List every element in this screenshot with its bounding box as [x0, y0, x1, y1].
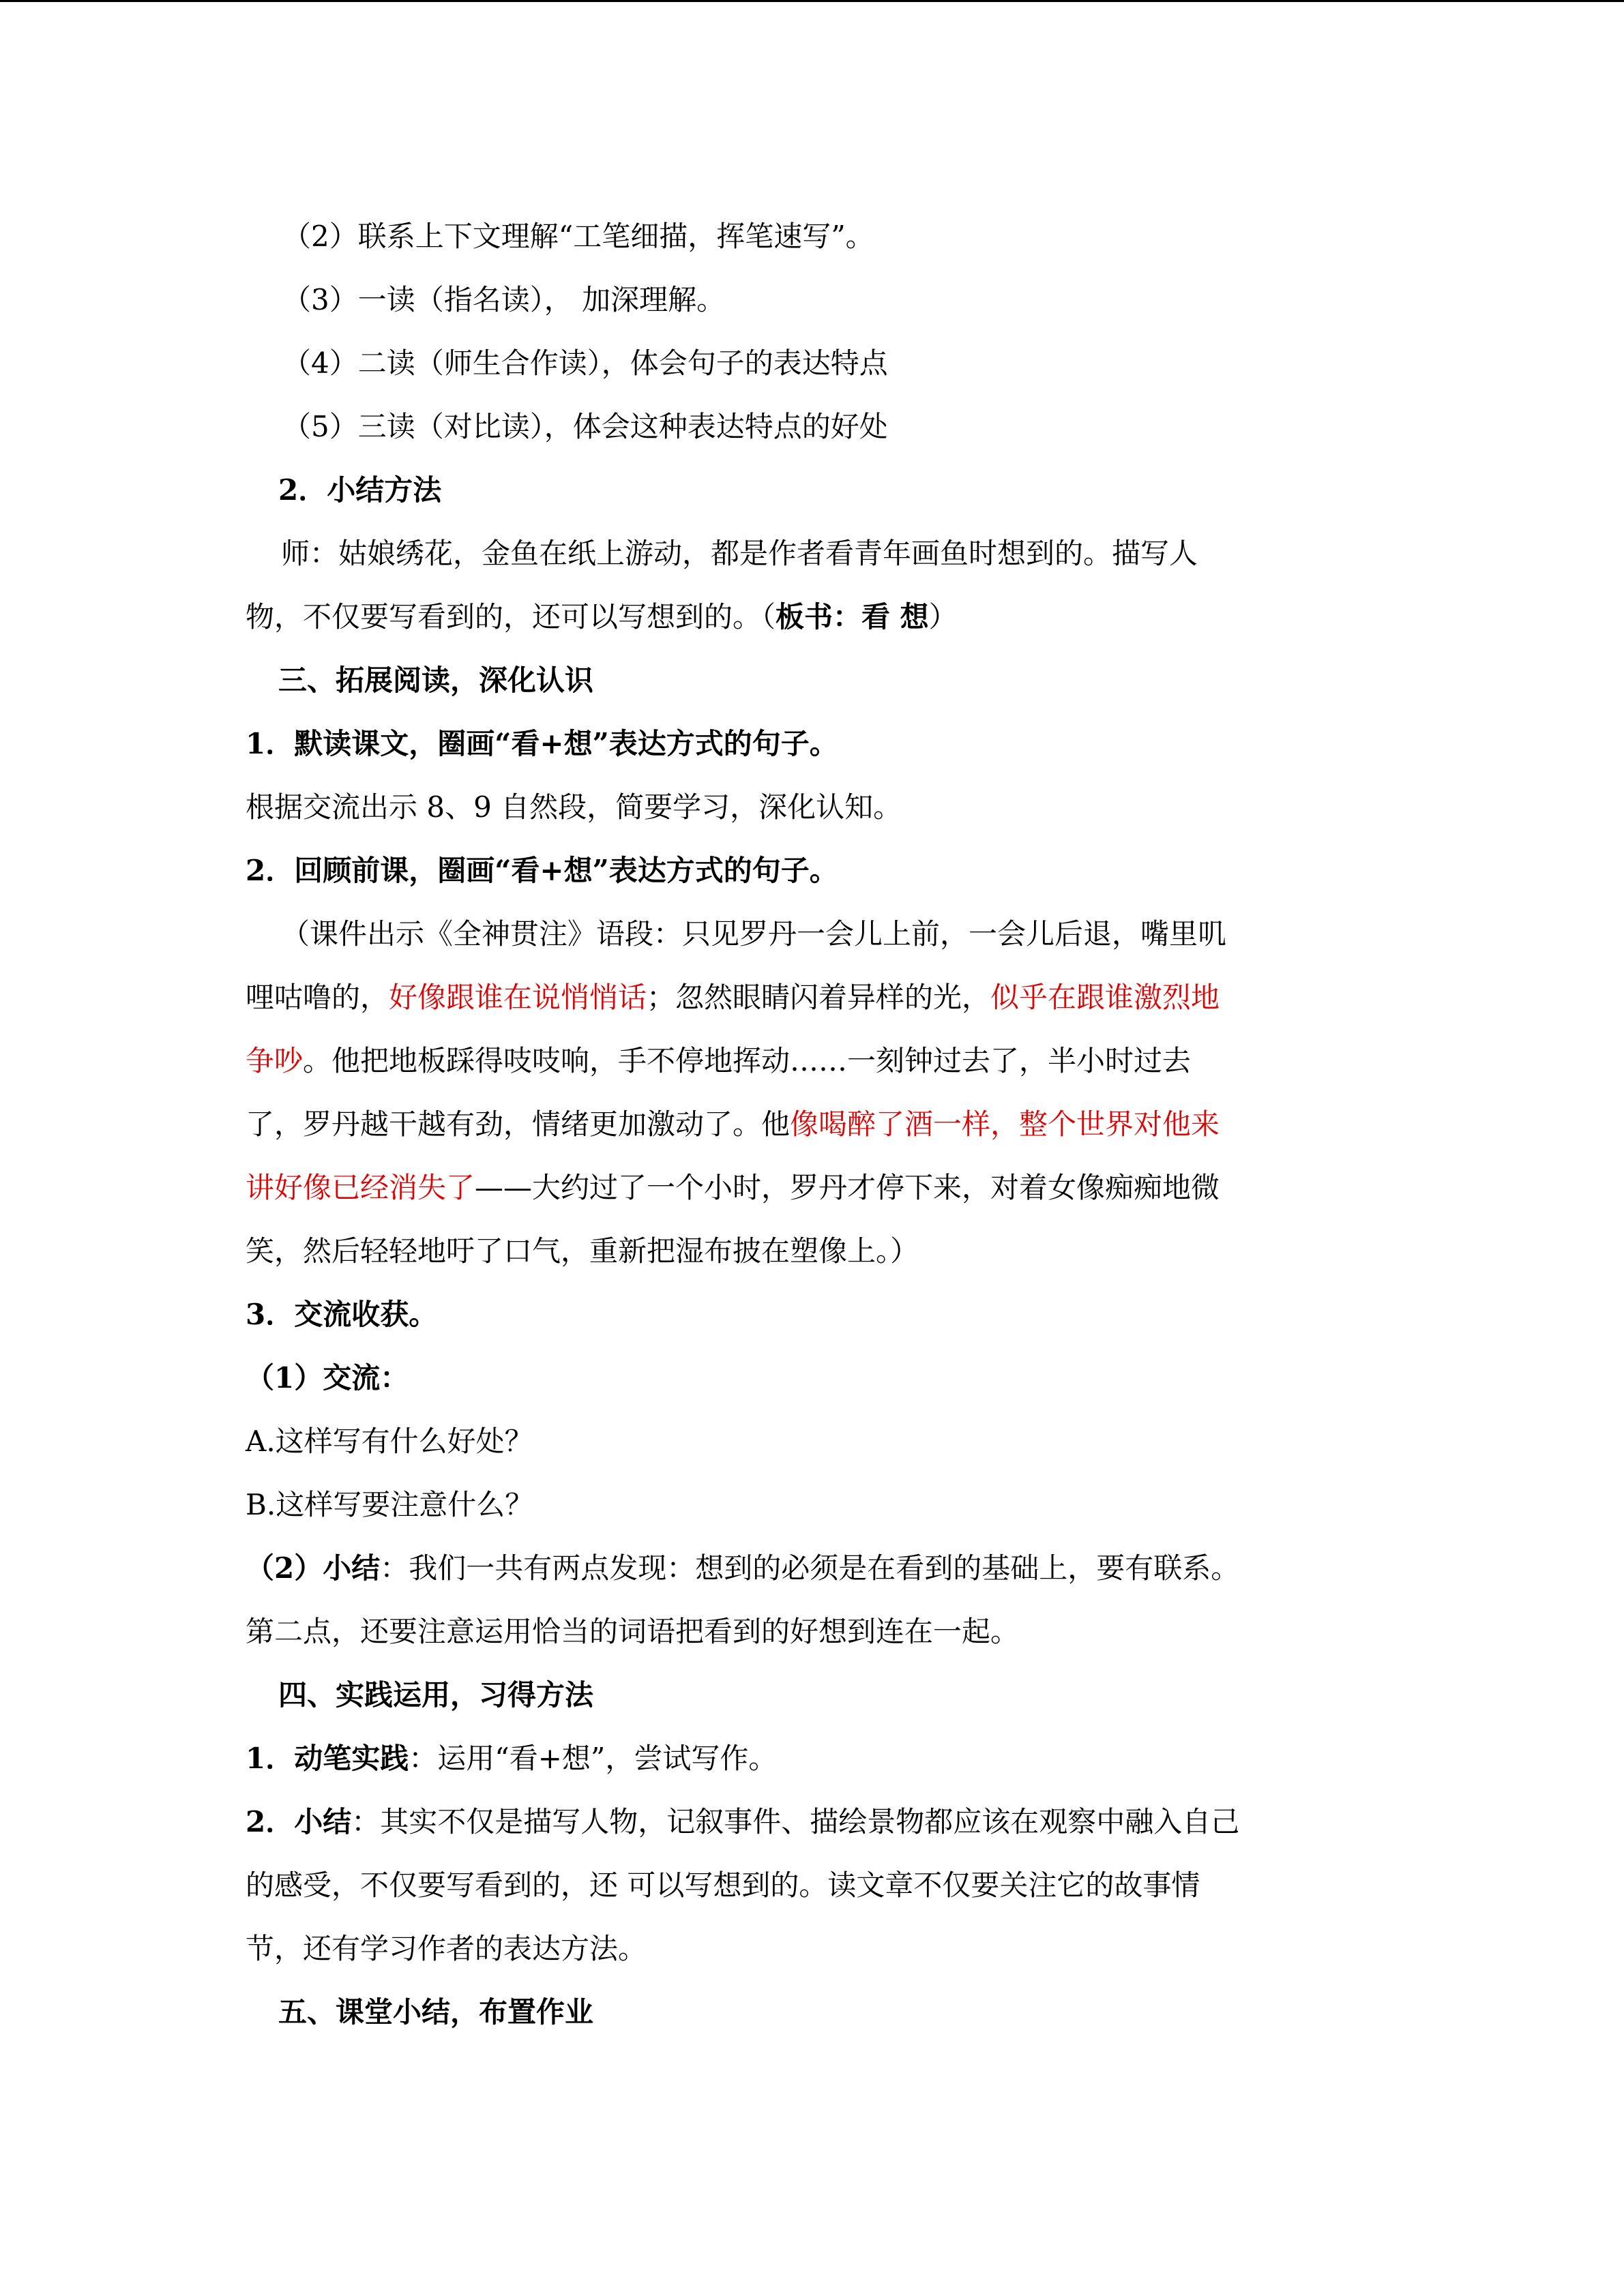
highlight-red: 像喝醉了酒一样，整个世界对他来 — [790, 1107, 1220, 1141]
item-1-heading: 1．默读课文，圈画“看+想”表达方式的句子。 — [246, 727, 838, 760]
step-5-line: （5）三读（对比读），体会这种表达特点的好处 — [282, 410, 888, 443]
question-a: A.这样写有什么好处？ — [246, 1425, 533, 1458]
board-note: 板书：看 想 — [776, 600, 929, 633]
question-b: B.这样写要注意什么？ — [246, 1488, 534, 1521]
quote-line-6: 笑，然后轻轻地吁了口气，重新把湿布披在塑像上。） — [246, 1234, 919, 1268]
document-page — [246, 205, 1378, 2044]
quote-line-3 — [246, 1029, 1378, 1092]
text-span: ：其实不仅是描写人物，记叙事件、描绘景物都应该在观察中融入自己 — [351, 1805, 1240, 1838]
summary-line-2: 第二点，还要注意运用恰当的词语把看到的好想到连在一起。 — [246, 1615, 1020, 1648]
step-3-line: （3）一读（指名读）， 加深理解。 — [282, 283, 726, 316]
conclusion-label: 2．小结 — [246, 1805, 352, 1838]
section-5-heading: 五、课堂小结，布置作业 — [278, 1995, 594, 2029]
teacher-paragraph-line-2 — [246, 585, 1378, 648]
text-span: ：运用“看+想”，尝试写作。 — [409, 1742, 778, 1775]
quote-line-5 — [246, 1156, 1378, 1219]
text-span: ） — [928, 600, 958, 633]
highlight-red: 似乎在跟谁激烈地 — [990, 981, 1220, 1014]
summary-label: （2）小结 — [246, 1551, 381, 1585]
text-span: 哩咕噜的， — [246, 981, 389, 1014]
highlight-red: 讲好像已经消失了 — [246, 1171, 475, 1204]
step-2-line: （2）联系上下文理解“工笔细描，挥笔速写”。 — [282, 220, 874, 253]
conclusion-line-1 — [246, 1790, 1378, 1853]
highlight-red: 好像跟谁在说悄悄话 — [389, 981, 647, 1014]
exchange-heading: （1）交流： — [246, 1361, 409, 1395]
section-4-heading: 四、实践运用，习得方法 — [278, 1678, 594, 1712]
text-span: ：我们一共有两点发现：想到的必须是在看到的基础上，要有联系。 — [380, 1551, 1240, 1585]
text-span: ——大约过了一个小时，罗丹才停下来，对着女像痴痴地微 — [475, 1171, 1220, 1204]
conclusion-line-3: 节，还有学习作者的表达方法。 — [246, 1932, 647, 1965]
item-1-body: 根据交流出示 8、9 自然段，简要学习，深化认知。 — [246, 790, 902, 824]
item-3-heading: 3．交流收获。 — [246, 1298, 438, 1331]
summary-line-1 — [246, 1536, 1378, 1600]
heading-summary-method: 2．小结方法 — [278, 473, 442, 507]
highlight-red: 争吵 — [246, 1044, 304, 1077]
text-span: ；忽然眼睛闪着异样的光， — [647, 981, 991, 1014]
quote-line-4 — [246, 1092, 1378, 1156]
quote-line-2 — [246, 966, 1378, 1029]
text-span: 。他把地板踩得吱吱响，手不停地挥动……一刻钟过去了，半小时过去 — [303, 1044, 1192, 1077]
quote-line-1: （课件出示《全神贯注》语段：只见罗丹一会儿上前，一会儿后退，嘴里叽 — [281, 917, 1227, 951]
practice-label: 1．动笔实践 — [246, 1742, 409, 1775]
page-top-border — [0, 0, 1624, 2]
text-span: 了，罗丹越干越有劲，情绪更加激动了。他 — [246, 1107, 791, 1141]
section-3-heading: 三、拓展阅读，深化认识 — [278, 664, 594, 697]
teacher-paragraph-line-1: 师：姑娘绣花，金鱼在纸上游动，都是作者看青年画鱼时想到的。描写人 — [281, 537, 1198, 570]
practice-line — [246, 1727, 1378, 1790]
step-4-line: （4）二读（师生合作读），体会句子的表达特点 — [282, 346, 888, 380]
item-2-heading: 2．回顾前课，圈画“看+想”表达方式的句子。 — [246, 854, 838, 887]
text-span: 物，不仅要写看到的，还可以写想到的。（ — [246, 600, 776, 633]
conclusion-line-2: 的感受，不仅要写看到的，还 可以写想到的。读文章不仅要关注它的故事情 — [246, 1868, 1200, 1902]
